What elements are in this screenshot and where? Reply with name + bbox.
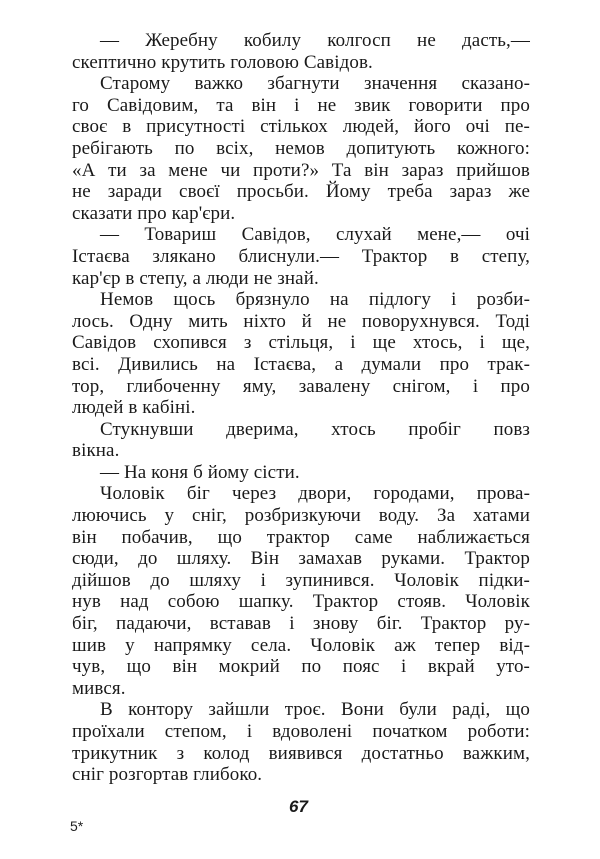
text-line: скептично крутить головою Савідов. (72, 51, 373, 73)
text-line: — Жеребну кобилу колгосп не дасть,— (100, 30, 530, 51)
text-line: люючись у сніг, розбризкуючи воду. За хатами (72, 505, 530, 527)
text-line: вікна. (72, 440, 120, 462)
page-number: 67 (289, 797, 308, 816)
text-line: «А ти за мене чи проти?» Та він зараз прийшов (72, 159, 530, 181)
text-line: чув, що він мокрий по пояс і вкрай уто- (72, 656, 530, 678)
text-line: дійшов до шляху і зупинився. Чоловік підки- (72, 569, 530, 591)
text-line: трикутник з колод виявився достатньо важким, (72, 742, 530, 764)
text-line: нув над собою шапку. Трактор стояв. Чоловік (72, 591, 530, 613)
text-line: всі. Дивились на Істаєва, а думали про трак- (72, 353, 530, 375)
text-line: біг, падаючи, вставав і знову біг. Трактор ру- (72, 613, 530, 635)
text-line: він побачив, що трактор саме наближається (72, 526, 530, 548)
text-line: ребігають по всіх, немов допитують кожного: (72, 137, 530, 159)
body-text (72, 30, 530, 786)
text-line: не заради своєї просьби. Йому треба зараз же (72, 181, 530, 203)
text-line: сніг розгортав глибоко. (72, 764, 263, 786)
text-line: лось. Одну мить ніхто й не поворухнувся. Тоді (72, 310, 530, 332)
text-line: Чоловік біг через двори, городами, прова- (100, 483, 530, 505)
text-line: — На коня б йому сісти. (100, 461, 300, 483)
text-line: кар'єр в степу, а люди не знай. (72, 267, 319, 289)
text-line: Істаєва злякано блиснули.— Трактор в степу, (72, 245, 530, 267)
text-line: людей в кабіні. (72, 397, 196, 419)
text-line: тор, глибоченну яму, завалену снігом, і про (72, 375, 530, 397)
text-line: Стукнувши дверима, хтось пробіг повз (100, 418, 530, 440)
text-line: — Товариш Савідов, слухай мене,— очі (100, 224, 530, 246)
text-line: шив у напрямку села. Чоловік аж тепер від- (72, 634, 530, 656)
text-line: Немов щось брязнуло на підлогу і розби- (100, 289, 530, 311)
text-line: Старому важко збагнути значення сказано- (100, 73, 530, 95)
text-line: го Савідовим, та він і не звик говорити про (72, 94, 530, 116)
text-line: своє в присутності стількох людей, його очі пе- (72, 116, 530, 138)
text-line: проїхали степом, і вдоволені початком роботи: (72, 721, 530, 742)
text-line: сюди, до шляху. Він замахав руками. Трактор (72, 548, 530, 570)
text-line: В контору зайшли троє. Вони були раді, що (100, 699, 530, 721)
text-line: мився. (72, 677, 126, 699)
text-line: Савідов схопився з стільця, і ще хтось, і ще, (72, 332, 530, 354)
text-line: сказати про кар'єри. (72, 202, 236, 224)
signature-mark: 5* (70, 818, 84, 834)
